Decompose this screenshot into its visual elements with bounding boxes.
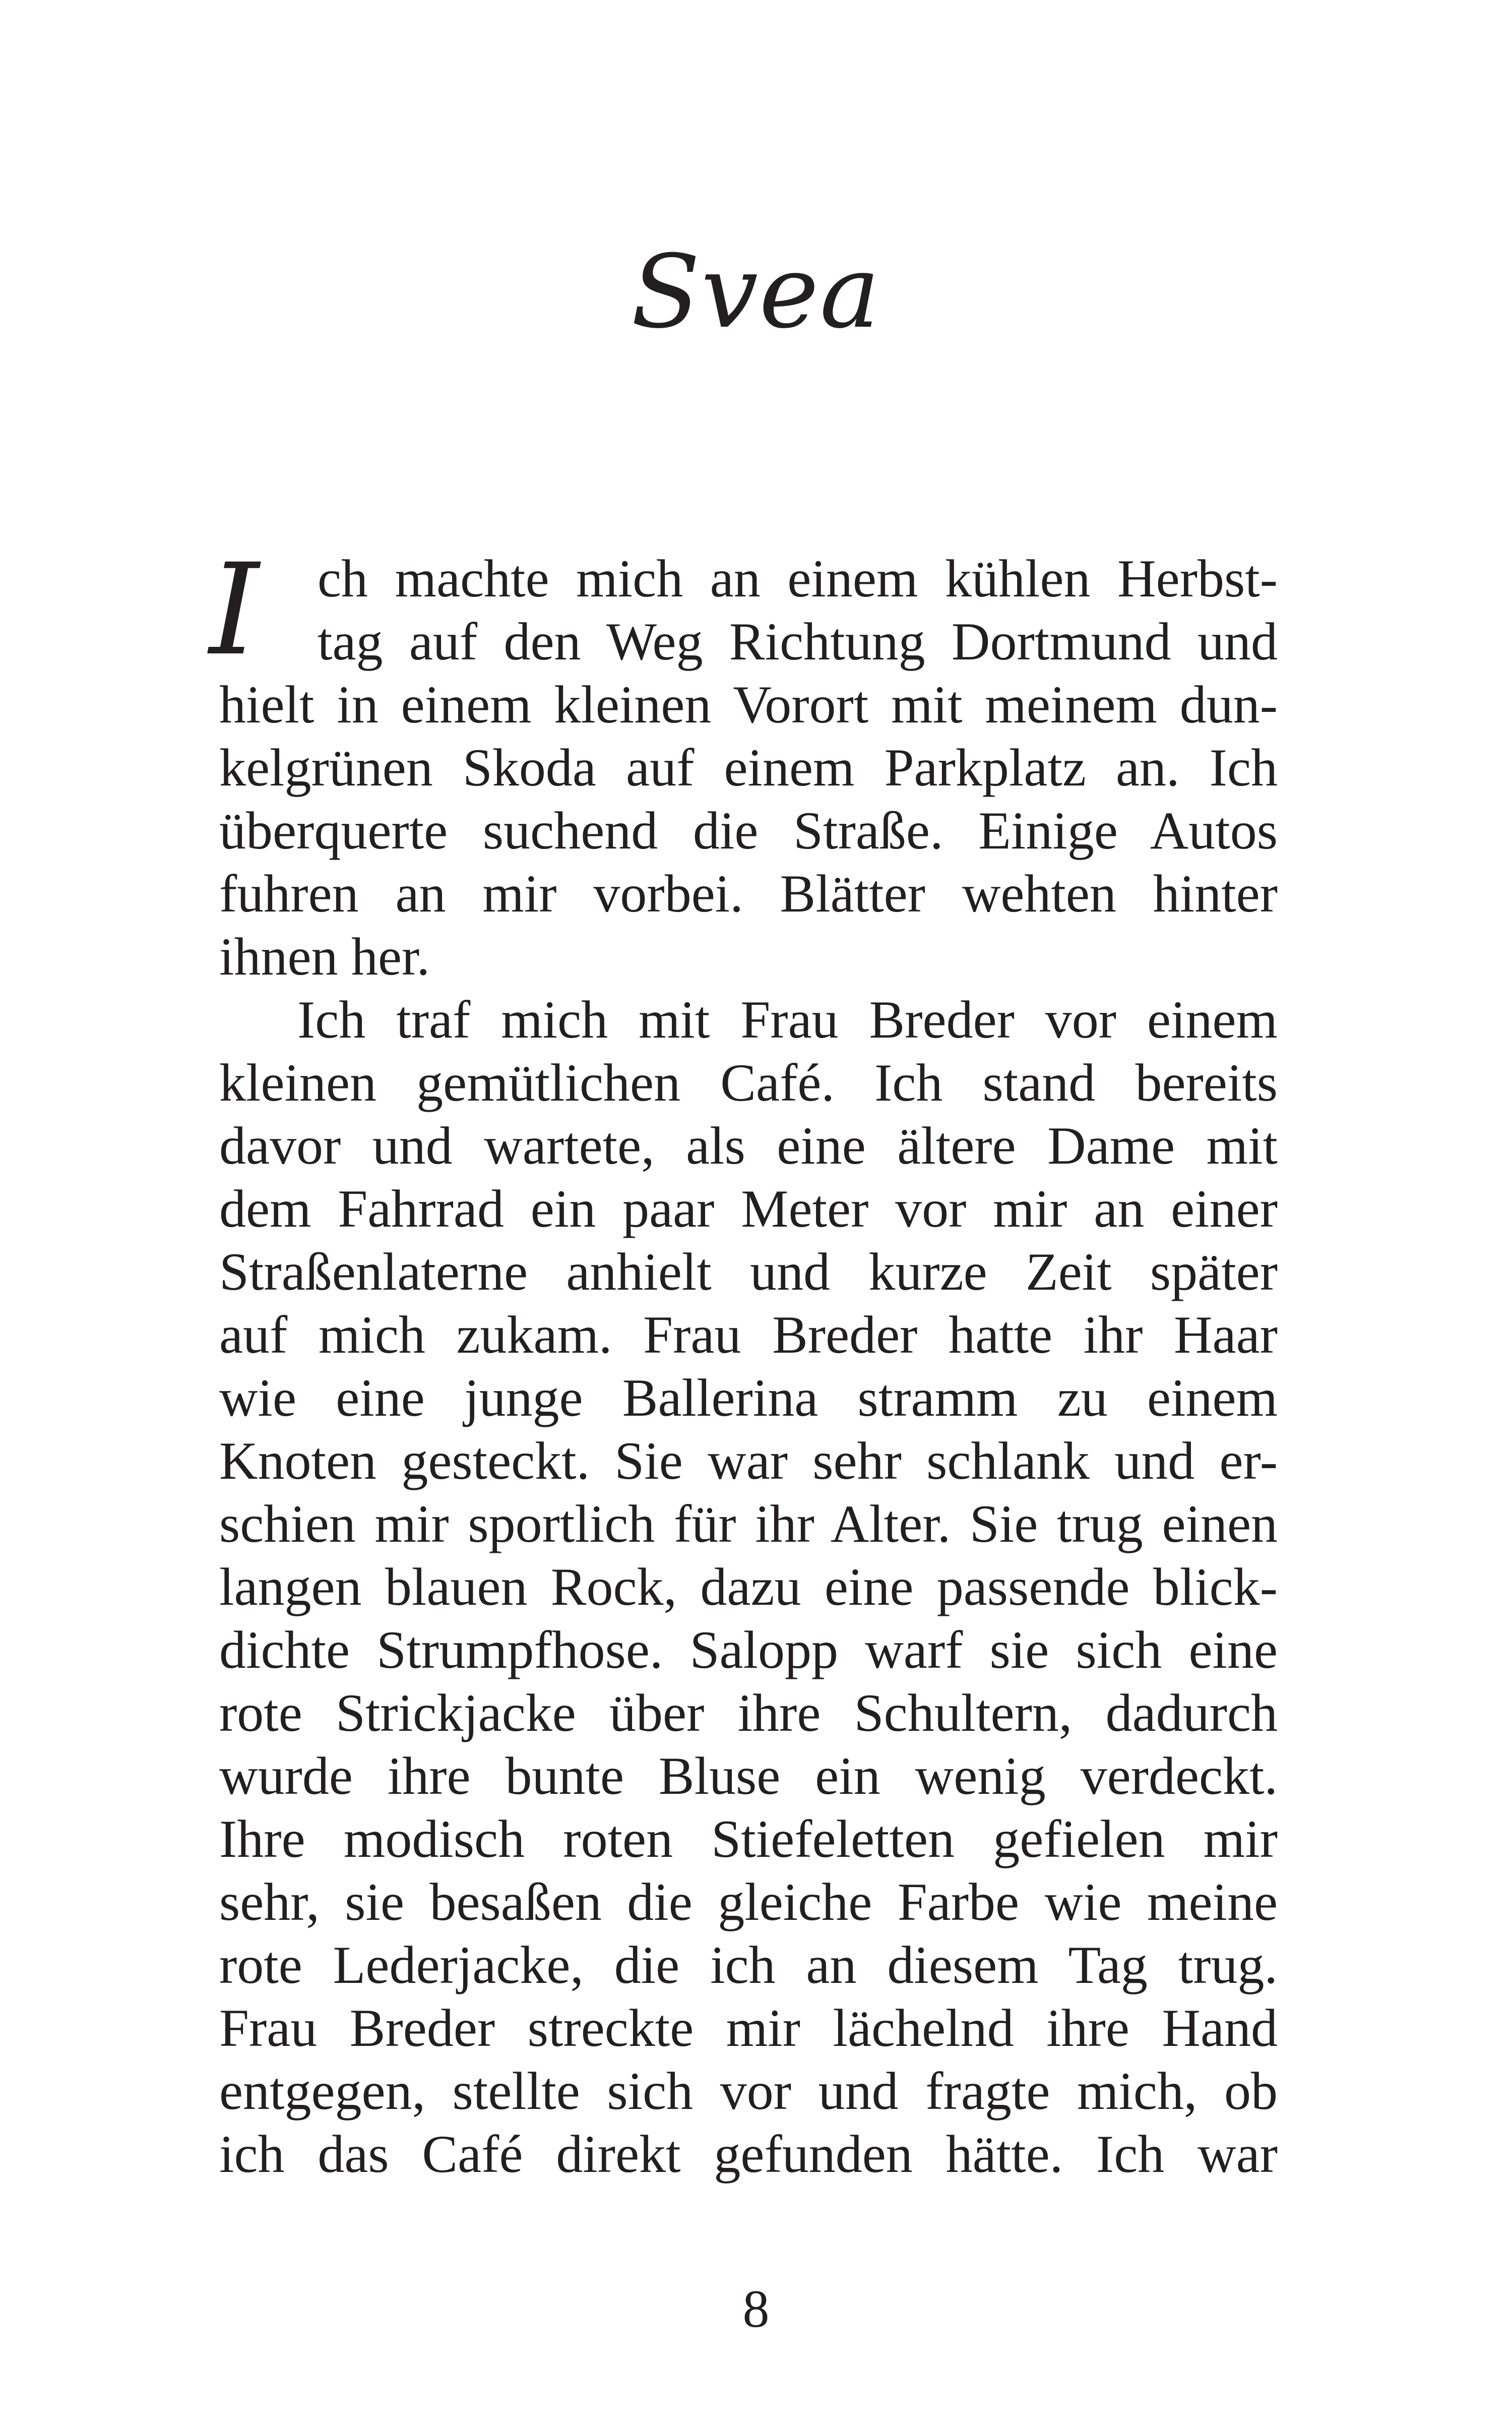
text-line: Ihre modisch roten Stiefeletten gefielen mir [219, 1809, 1278, 1868]
text-line: rote Lederjacke, die ich an diesem Tag trug. [219, 1935, 1278, 1994]
text-line: ch machte mich an einem kühlen Herbst- [318, 549, 1278, 608]
text-line: überquerte suchend die Straße. Einige Autos [219, 801, 1278, 860]
text-line: sehr, sie besaßen die gleiche Farbe wie meine [219, 1872, 1278, 1931]
text-line: tag auf den Weg Richtung Dortmund und [318, 612, 1278, 671]
text-line: ich das Café direkt gefunden hätte. Ich war [219, 2125, 1278, 2184]
chapter-body-text [209, 536, 1278, 2186]
text-line: schien mir sportlich für ihr Alter. Sie trug einen [219, 1494, 1278, 1553]
text-line: dichte Strumpfhose. Salopp warf sie sich eine [219, 1620, 1278, 1679]
text-line: ihnen her. [219, 927, 430, 986]
text-line: auf mich zukam. Frau Breder hatte ihr Haar [219, 1305, 1278, 1364]
text-line: wie eine junge Ballerina stramm zu einem [219, 1368, 1278, 1427]
text-line: dem Fahrrad ein paar Meter vor mir an einer [219, 1179, 1278, 1238]
text-line: davor und wartete, als eine ältere Dame mit [219, 1116, 1278, 1175]
page-number: 8 [742, 2279, 770, 2338]
text-line: Frau Breder streckte mir lächelnd ihre Hand [219, 1999, 1278, 2058]
text-line: kleinen gemütlichen Café. Ich stand bereits [219, 1053, 1278, 1112]
text-line: kelgrünen Skoda auf einem Parkplatz an. Ich [219, 738, 1278, 797]
drop-cap: I [209, 536, 259, 683]
text-line: fuhren an mir vorbei. Blätter wehten hinter [219, 864, 1278, 923]
text-line: rote Strickjacke über ihre Schultern, dadurch [219, 1683, 1278, 1742]
text-line: entgegen, stellte sich vor und fragte mich, ob [219, 2062, 1278, 2121]
text-line: Ich traf mich mit Frau Breder vor einem [297, 990, 1278, 1049]
text-line: Straßenlaterne anhielt und kurze Zeit später [219, 1242, 1278, 1301]
text-line: Knoten gesteckt. Sie war sehr schlank und er- [219, 1431, 1278, 1490]
chapter-title: Svea [631, 233, 881, 351]
text-line: langen blauen Rock, dazu eine passende blick- [219, 1557, 1278, 1616]
text-line: hielt in einem kleinen Vorort mit meinem dun- [219, 675, 1278, 734]
text-line: wurde ihre bunte Bluse ein wenig verdeckt. [219, 1746, 1278, 1805]
